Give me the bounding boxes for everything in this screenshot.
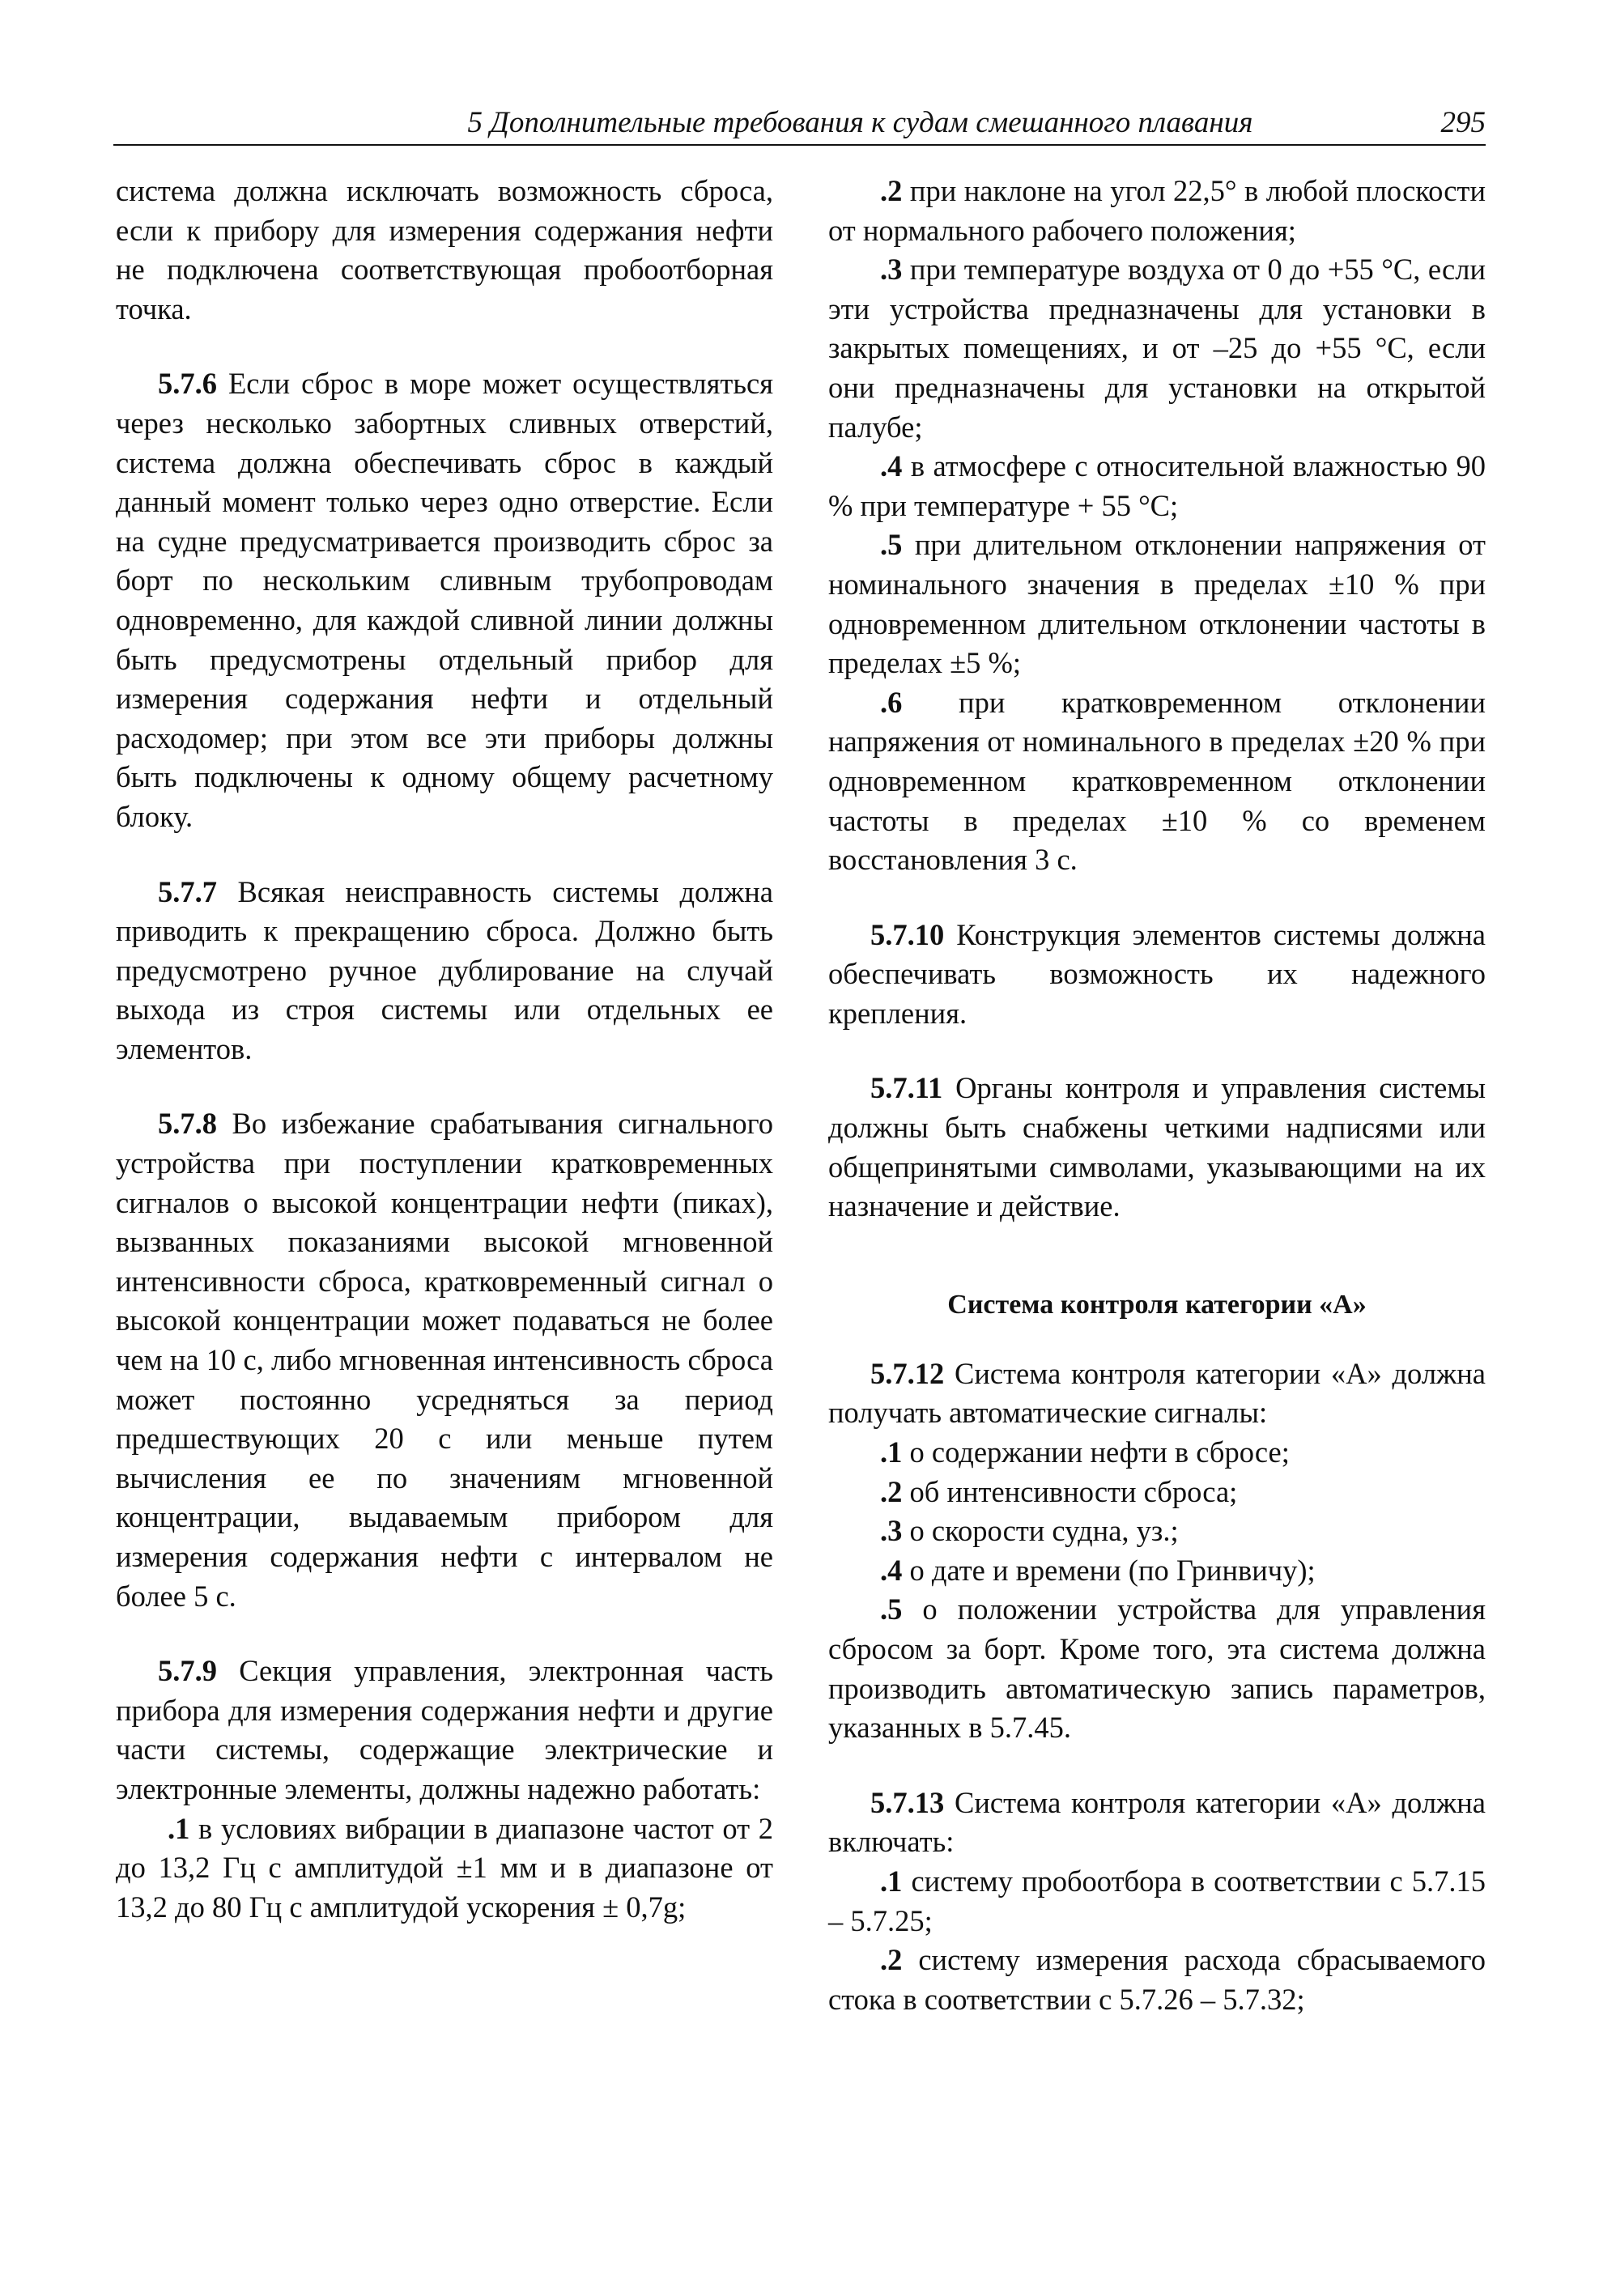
clause-number: 5.7.9 [158, 1654, 217, 1688]
clause-number: 5.7.8 [158, 1107, 217, 1141]
list-item: .2 об интенсивности сброса; [880, 1474, 1238, 1508]
page-number: 295 [1440, 106, 1486, 139]
list-item: .4 о дате и времени (по Гринвичу); [880, 1553, 1316, 1587]
paragraph-5-7-11: 5.7.11 Органы контроля и управления системы должны быть снабжены четкими надписями или общепринятыми символами, указывающими на их назначение и действие. [828, 1071, 1486, 1223]
clause-number: 5.7.6 [158, 367, 217, 401]
section-heading: Система контроля категории «А» [947, 1289, 1367, 1320]
list-item: .1 в условиях вибрации в диапазоне частот от 2 до 13,2 Гц с амплитудой ±1 мм и в диапазоне от 13,2 до 80 Гц с амплитудой ускорения ± 0,7g; [116, 1811, 773, 1924]
clause-number: 5.7.11 [870, 1071, 943, 1105]
paragraph-5-7-12: 5.7.12 Система контроля категории «А» должна получать автоматические сигналы: [828, 1356, 1486, 1430]
list-item: .3 при температуре воздуха от 0 до +55 °С, если эти устройства предназначены для установки в закрытых помещениях, и от –25 до +55 °С, если они предназначены для установки на открытой палубе; [828, 253, 1486, 444]
left-column [116, 172, 773, 1927]
list-item: .4 в атмосфере с относительной влажностью 90 % при температуре + 55 °С; [828, 449, 1486, 522]
list-item: .5 при длительном отклонении напряжения от номинального значения в пределах ±10 % при одновременном длительном отклонении частоты в пределах ±5 %; [828, 528, 1486, 680]
clause-number: 5.7.13 [870, 1785, 945, 1819]
list-item: .1 систему пробоотбора в соответствии с 5.7.15 – 5.7.25; [828, 1864, 1486, 1937]
paragraph-5-7-7: 5.7.7 Всякая неисправность системы должна приводить к прекращению сброса. Должно быть предусмотрено ручное дублирование на случай выхода из строя системы или отдельных ее элементов. [116, 874, 773, 1065]
clause-number: 5.7.10 [870, 917, 945, 951]
paragraph-5-7-8: 5.7.8 Во избежание срабатывания сигнального устройства при поступлении кратковременных сигналов о высокой концентрации нефти (пиках), вызванных показаниями высокой мгновенной интенсивности сброса, кратковременный сигнал о высокой концентрации может подаваться не более чем на 10 с, либо мгновенная интенсивность сброса может постоянно усредняться за период предшествующих 20 с или меньше путем вычисления ее по значениям мгновенной концентрации, выдаваемым прибором для измерения содержания нефти с интервалом не более 5 с. [116, 1107, 773, 1613]
list-item: .2 систему измерения расхода сбрасываемого стока в соответствии с 5.7.26 – 5.7.32; [828, 1943, 1486, 2016]
paragraph-5-7-6: 5.7.6 Если сброс в море может осуществляться через несколько забортных сливных отверстий, система должна обеспечивать сброс в каждый данный момент только через одно отверстие. Если на судне предусматривается производить сброс за борт по нескольким сливным трубопроводам одновременно, для каждой сливной линии должны быть предусмотрены отдельный прибор для измерения содержания нефти и отдельный расходомер; при этом все эти приборы должны быть подключены к одному общему расчетному блоку. [116, 367, 773, 833]
list-item: .1 о содержании нефти в сбросе; [880, 1435, 1290, 1469]
right-column [828, 172, 1486, 2019]
list-item: .2 при наклоне на угол 22,5° в любой плоскости от нормального рабочего положения; [828, 174, 1486, 247]
running-header [113, 99, 1486, 146]
paragraph-continuation: система должна исключать возможность сброса, если к прибору для измерения содержания нефти не подключена соответствующая пробоотборная точка. [116, 174, 773, 325]
list-item: .6 при кратковременном отклонении напряжения от номинального в пределах ±20 % при одновременном кратковременном отклонении частоты в пределах ±10 % со временем восстановления 3 с. [828, 685, 1486, 877]
paragraph-5-7-9: 5.7.9 Секция управления, электронная часть прибора для измерения содержания нефти и другие части системы, содержащие электрические и электронные элементы, должны надежно работать: [116, 1654, 773, 1805]
paragraph-5-7-13: 5.7.13 Система контроля категории «А» должна включать: [828, 1785, 1486, 1859]
clause-number: 5.7.12 [870, 1356, 945, 1390]
list-item: .3 о скорости судна, уз.; [880, 1514, 1179, 1548]
running-header-title: 5 Дополнительные требования к судам смешанного плавания [467, 106, 1253, 139]
list-item: .5 о положении устройства для управления сбросом за борт. Кроме того, эта система должна производить автоматическую запись параметров, указанных в 5.7.45. [828, 1592, 1486, 1745]
clause-number: 5.7.7 [158, 874, 217, 908]
paragraph-5-7-10: 5.7.10 Конструкция элементов системы должна обеспечивать возможность их надежного крепления. [828, 917, 1486, 1030]
